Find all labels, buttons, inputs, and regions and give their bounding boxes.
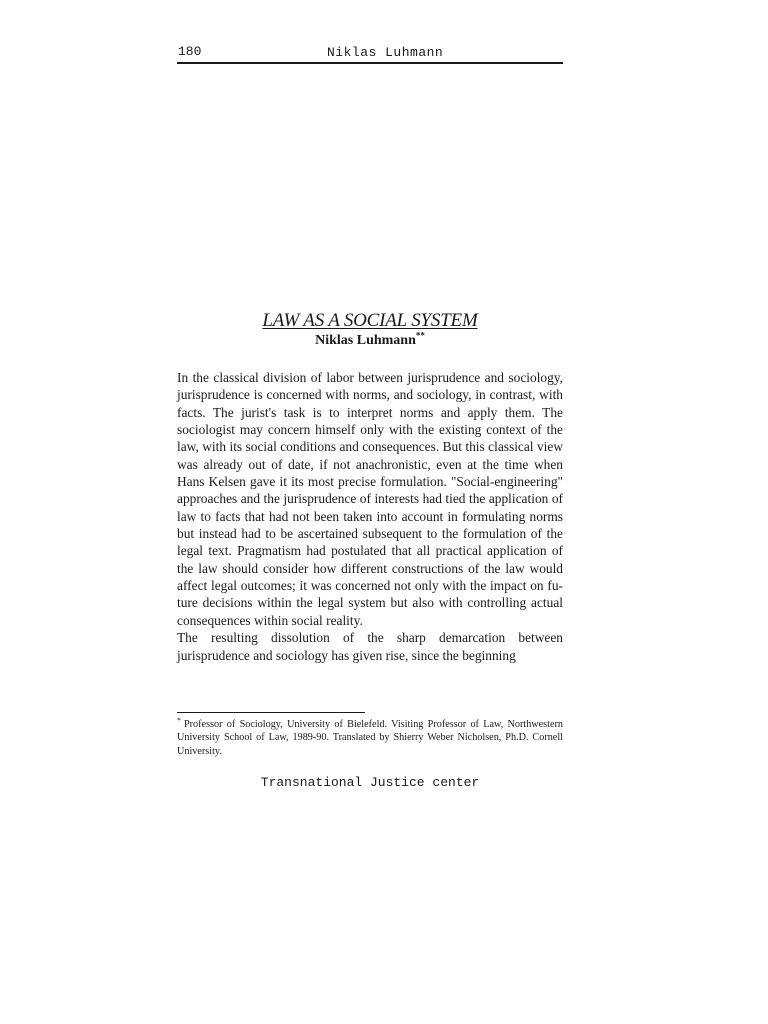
byline bbox=[177, 330, 563, 349]
page-footer: Transnational Justice center bbox=[260, 775, 480, 790]
footnote-divider bbox=[177, 712, 365, 713]
paragraph-1: In the classical division of labor between jurisprudence and sociology, jurisprudence is concerned with norms, and sociology, in contrast, with facts. The jurist's task is to interpret norms and apply them. The sociologist may concern himself only with the existing context of the law, with its social conditions and consequences. But this classical view was already out of date, if not anachronistic, even at the time when Hans Kelsen gave it its most precise formulation. "Social-engineering" approaches and the jurisprudence of interests had tied the application of law to facts that had not been taken into account in formulating norms but instead had to be ascertained subsequent to the formulation of the legal text. Pragmatism had postulated that all practical application of the law should consider how different constructions of the law would affect legal outcomes; it was concerned not only with the impact on fu-ture decisions within the legal system but also with controlling actual consequences within social reality. bbox=[177, 370, 563, 628]
page-number: 180 bbox=[178, 44, 202, 59]
body-text bbox=[177, 369, 563, 664]
header-author: Niklas Luhmann bbox=[327, 45, 444, 60]
byline-footnote-marker: ** bbox=[415, 330, 425, 341]
footnote bbox=[177, 715, 563, 758]
article-title: LAW AS A SOCIAL SYSTEM bbox=[262, 310, 478, 331]
byline-name: Niklas Luhmann bbox=[315, 333, 416, 348]
footnote-marker: * bbox=[177, 715, 181, 725]
footnote-text: Professor of Sociology, University of Bielefeld. Visiting Professor of Law, Northwestern University School of Law, 1989-90. Translated by Shierry Weber Nicholsen, Ph.D. Cornell University. bbox=[177, 719, 563, 757]
paragraph-2: The resulting dissolution of the sharp demarcation between jurisprudence and sociology has given rise, since the beginning bbox=[177, 630, 563, 663]
running-header bbox=[177, 42, 563, 64]
